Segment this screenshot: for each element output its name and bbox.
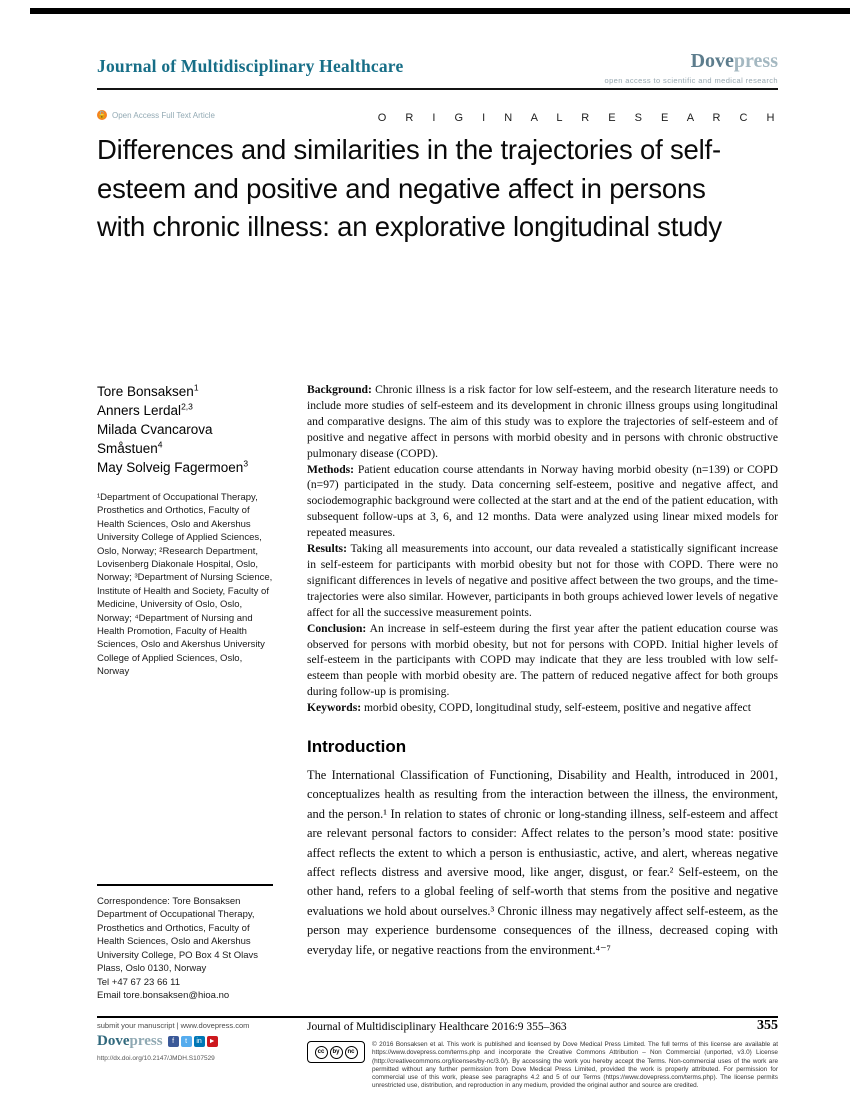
- open-access-badge[interactable]: [97, 110, 215, 120]
- author-superscript: 4: [157, 439, 163, 450]
- correspondence-address: Department of Occupational Therapy, Prosthetics and Orthotics, Faculty of Health Sciences, Oslo and Akershus University College, PO Box 4 St Olavs Plass, Oslo 0130, Norway: [97, 909, 259, 974]
- correspondence-block: [97, 884, 273, 1003]
- header-divider: [97, 88, 778, 90]
- abstract-text: Patient education course attendants in Norway having morbid obesity (n=139) or COPD (n=97) participated in the study. Data concerning self-esteem, positive and negative affect, and sociodemographic background were collected at the start and at the end of the patient education, with subsequent follow-ups at 3, 6, and 12 months. Data were analyzed using linear mixed models for repeated measures.: [307, 462, 778, 540]
- footer-logo-dove: Dove: [97, 1033, 130, 1049]
- footer-divider: [97, 1016, 778, 1018]
- open-access-icon: 🔓: [97, 111, 107, 119]
- open-access-label: Open Access Full Text Article: [112, 110, 216, 120]
- author-superscript: 3: [243, 458, 249, 469]
- author-name-text: Tore Bonsaksen: [97, 384, 194, 399]
- journal-citation: Journal of Multidisciplinary Healthcare 2016:9 355–363: [307, 1021, 567, 1033]
- abstract-text: Taking all measurements into account, our data revealed a statistically significant increase in self-esteem for participants with morbid obesity but not for those with COPD. There were no significant differences in levels of negative and positive affect between the two groups, and the time-trajectories were also similar. However, participants in both groups achieved lower levels of negative affect for all the successive measurement points.: [307, 542, 778, 619]
- author: [97, 401, 273, 420]
- abstract-section-methods: [307, 462, 778, 542]
- author-column: [97, 382, 273, 679]
- author-superscript: 1: [193, 382, 199, 393]
- footer-publisher-block: [97, 1021, 302, 1062]
- dovepress-logo-dove: Dove: [690, 50, 734, 72]
- abstract-section-results: [307, 541, 778, 621]
- abstract-text: An increase in self-esteem during the first year after the patient education course was observed for persons with morbid obesity, but not for persons with COPD. Initial higher levels of self-esteem in the participants with COPD may indicate that they are less troubled with low self-esteem than people with morbid obesity are. The pattern of reduced negative affect for both groups during follow-up is promising.: [307, 621, 778, 699]
- page-number: 355: [757, 1018, 778, 1033]
- linkedin-icon[interactable]: in: [194, 1036, 205, 1047]
- abstract-label: Conclusion:: [307, 621, 367, 635]
- cc-by-icon: by: [330, 1046, 343, 1059]
- facebook-icon[interactable]: f: [168, 1036, 179, 1047]
- author-name-text: Anners Lerdal: [97, 403, 182, 418]
- author-name-text: Milada Cvancarova Småstuen: [97, 422, 213, 456]
- abstract-label: Results:: [307, 542, 347, 556]
- abstract-label: Background:: [307, 383, 372, 396]
- dovepress-logo-press: press: [733, 50, 778, 72]
- abstract-section-background: [307, 382, 778, 462]
- correspondence-tel: Tel +47 67 23 66 11: [97, 976, 181, 988]
- dovepress-logo[interactable]: [691, 50, 778, 73]
- journal-name: Journal of Multidisciplinary Healthcare: [97, 56, 404, 76]
- author: [97, 458, 273, 477]
- introduction-heading: Introduction: [307, 737, 407, 757]
- license-text: © 2016 Bonsaksen et al. This work is published and licensed by Dove Medical Press Limited. The full terms of this license are available at https://www.dovepress.com/terms.php and incorporate the Creative Commons Attribution – Non Commercial (unported, v3.0) License (http://creativecommons.org/licenses/by-nc/3.0/). By accessing the work you hereby accept the Terms. Non-commercial uses of the work are permitted without any further permission from Dove Medical Press Limited, provided the work is properly attributed. For permission for commercial use of this work, please see paragraphs 4.2 and 5 of our Terms (https://www.dovepress.com/terms.php). The license permits unrestricted use, distribution, and reproduction in any medium, provided the original author and source are credited.: [372, 1041, 778, 1090]
- abstract-section-conclusion: [307, 621, 778, 701]
- cc-nc-icon: nc: [345, 1046, 358, 1059]
- submit-manuscript-link[interactable]: submit your manuscript | www.dovepress.com: [97, 1021, 250, 1030]
- youtube-icon[interactable]: ►: [207, 1036, 218, 1047]
- correspondence-label: Correspondence: Tore Bonsaksen: [97, 895, 241, 907]
- cc-icon: cc: [315, 1046, 328, 1059]
- author: [97, 420, 273, 458]
- author-superscript: 2,3: [181, 401, 193, 412]
- correspondence-email[interactable]: Email tore.bonsaksen@hioa.no: [97, 990, 230, 1001]
- introduction-paragraph: The International Classification of Functioning, Disability and Health, introduced in 2001, conceptualizes health as resulting from the interaction between the illness, the environment, and the person.¹ In relation to states of chronic or long-standing illness, self-esteem and affect are relevant personal factors to consider: Affect relates to the person’s mood state: positive affect reflects the extent to which a person is enthusiastic, active, and alert, whereas negative affect reflects distress and aversive mood, like anger, disgust, or fear.² Self-esteem, on the other hand, refers to a global feeling of self-worth that stems from the positive and negative evaluations we hold about ourselves.³ Chronic illness may negatively affect self-esteem, as the person may experience burdensome consequences of the illness, decreased coping with everyday life, or negative reactions from the environment.⁴⁻⁷: [307, 768, 778, 957]
- author: [97, 382, 273, 401]
- keywords-text: morbid obesity, COPD, longitudinal study, self-esteem, positive and negative affect: [361, 701, 751, 715]
- abstract-column: [307, 382, 778, 960]
- footer-dovepress-logo[interactable]: [97, 1033, 163, 1050]
- author-affiliations: ¹Department of Occupational Therapy, Prosthetics and Orthotics, Faculty of Health Sciences, Oslo and Akershus University College of Applied Sciences, Oslo, Norway; ²Research Department, Lovisenberg Diakonale Hospital, Oslo, Norway; ³Department of Nursing Science, Institute of Health and Society, Faculty of Medicine, University of Oslo, Oslo, Norway; ⁴Department of Nursing and Health Promotion, Faculty of Health Sciences, Oslo and Akershus University College of Applied Sciences, Oslo, Norway: [97, 492, 273, 678]
- publisher-tagline: open access to scientific and medical research: [604, 76, 778, 85]
- abstract-text: Chronic illness is a risk factor for low self-esteem, and the research literature needs to include more studies of self-esteem and its development in chronic illness groups using longitudinal and comparative designs. The aim of this study was to explore the trajectories of self-esteem and of positive and negative affect in persons with morbid obesity and in persons with chronic obstructive pulmonary disease (COPD).: [307, 383, 778, 460]
- keywords-label: Keywords:: [307, 701, 362, 715]
- abstract-keywords: [307, 700, 778, 716]
- abstract-label: Methods:: [307, 462, 355, 476]
- twitter-icon[interactable]: t: [181, 1036, 192, 1047]
- social-icons: [168, 1036, 218, 1047]
- correspondence-divider: [97, 884, 273, 886]
- license-block: [307, 1041, 778, 1091]
- top-black-bar: [30, 8, 850, 14]
- cc-license-badge[interactable]: [307, 1041, 365, 1063]
- author-name-text: May Solveig Fagermoen: [97, 460, 244, 475]
- footer-logo-press: press: [129, 1033, 163, 1049]
- doi-link[interactable]: http://dx.doi.org/10.2147/JMDH.S107529: [97, 1055, 215, 1062]
- article-type-label: O R I G I N A L R E S E A R C H: [377, 112, 778, 124]
- article-title: Differences and similarities in the trajectories of self-esteem and positive and negative affect in persons with chronic illness: an explorative longitudinal study: [97, 134, 722, 242]
